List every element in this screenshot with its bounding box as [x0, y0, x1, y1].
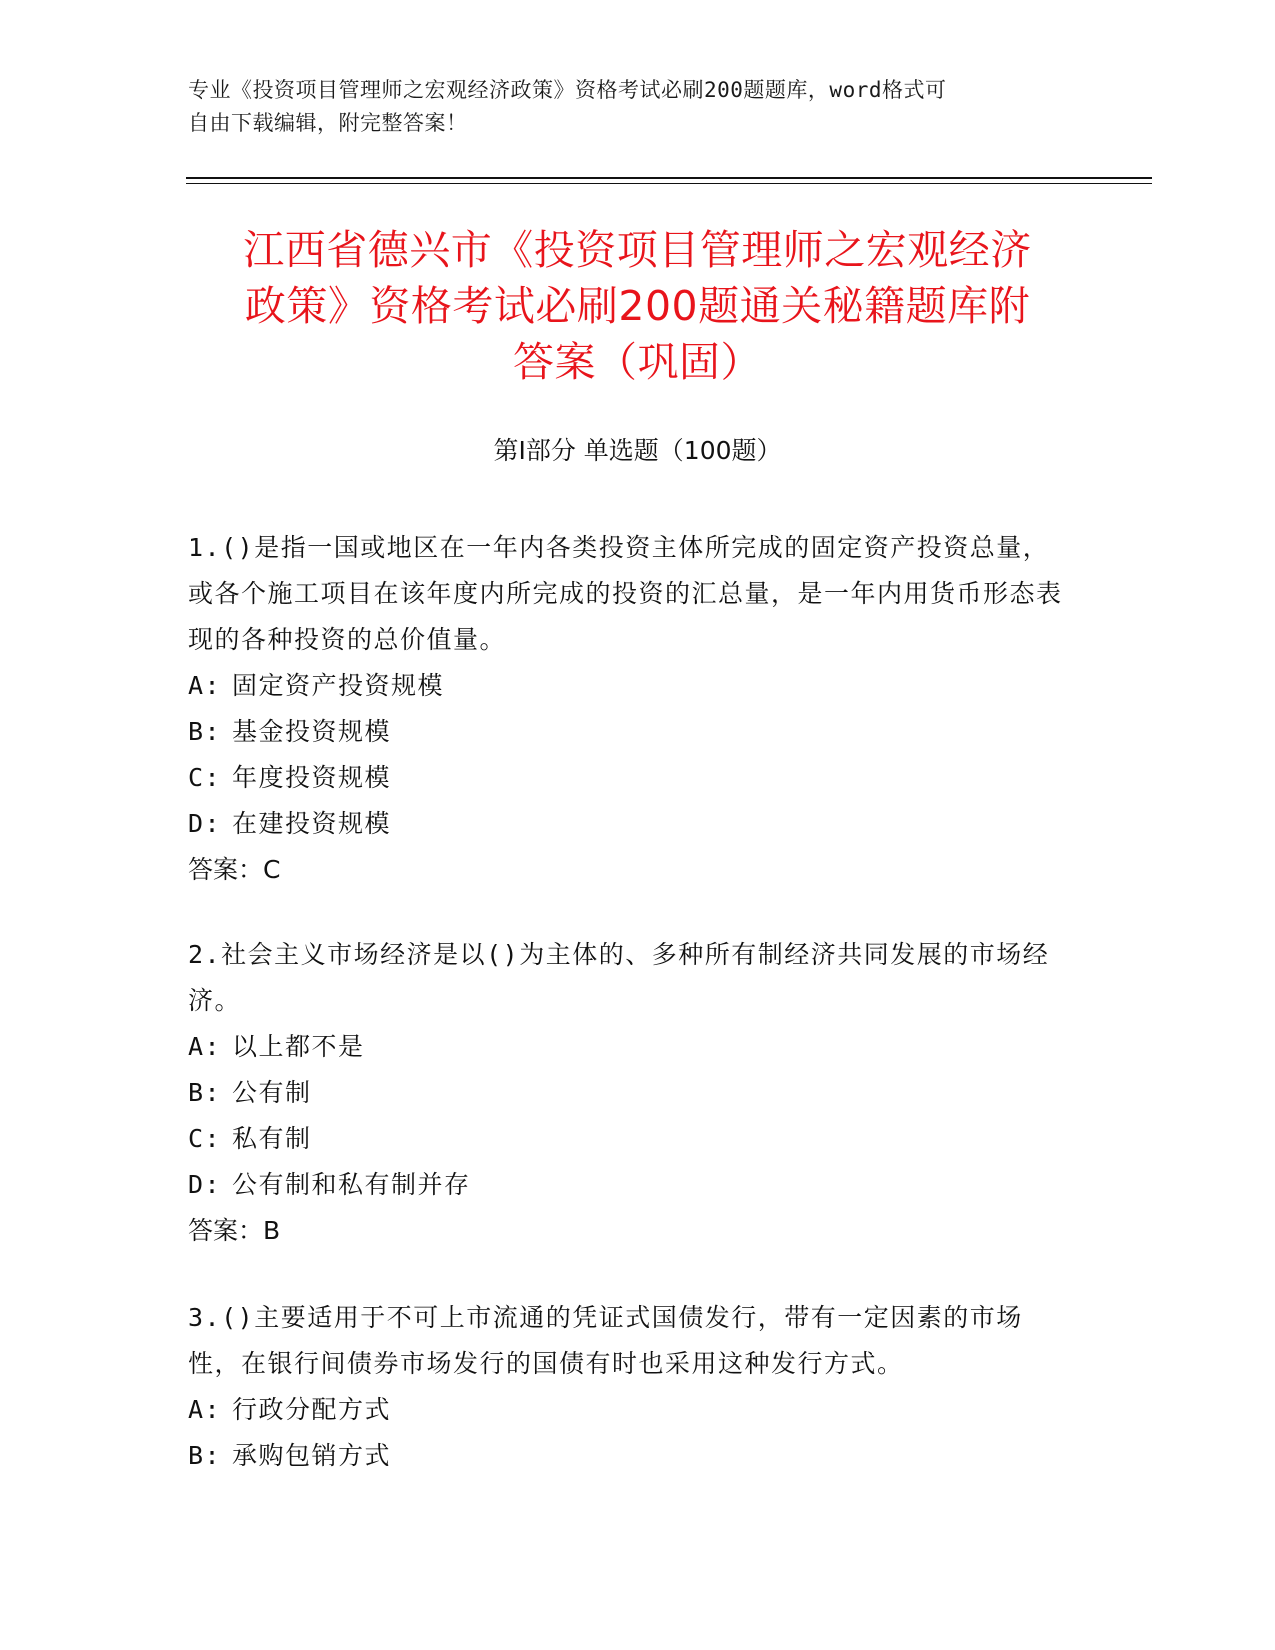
option-key: C: [188, 1124, 222, 1153]
option-a [188, 663, 1068, 709]
option-key: D: [188, 1170, 222, 1199]
document-title-line: 政策》资格考试必刷200题通关秘籍题库附 [244, 282, 1031, 330]
option-text: 行政分配方式 [232, 1395, 392, 1424]
question-stem: 2.社会主义市场经济是以()为主体的、多种所有制经济共同发展的市场经济。 [188, 940, 1050, 1015]
option-key: B: [188, 1078, 222, 1107]
option-key: A: [188, 1032, 222, 1061]
option-b [188, 1433, 1068, 1479]
option-c [188, 755, 1068, 801]
question-3 [188, 1295, 1068, 1479]
question-stem: 1.()是指一国或地区在一年内各类投资主体所完成的固定资产投资总量，或各个施工项目在该年度内所完成的投资的汇总量，是一年内用货币形态表现的各种投资的总价值量。 [188, 533, 1063, 654]
option-b [188, 1070, 1068, 1116]
question-1 [188, 525, 1068, 893]
option-d [188, 801, 1068, 847]
option-text: 固定资产投资规模 [232, 671, 445, 700]
option-key: B: [188, 1441, 222, 1470]
section-title: 第Ⅰ部分 单选题（100题） [493, 436, 782, 465]
option-key: A: [188, 1395, 222, 1424]
document-title [140, 222, 1135, 390]
option-c [188, 1116, 1068, 1162]
option-key: C: [188, 763, 222, 792]
header-note [188, 74, 1068, 140]
header-divider-thick [186, 177, 1152, 179]
header-note-line: 自由下载编辑，附完整答案！ [188, 111, 468, 135]
option-key: D: [188, 809, 222, 838]
option-text: 公有制和私有制并存 [232, 1170, 471, 1199]
header-divider-thin [186, 183, 1152, 184]
document-title-line: 江西省德兴市《投资项目管理师之宏观经济 [243, 226, 1032, 274]
option-d [188, 1162, 1068, 1208]
option-text: 私有制 [232, 1124, 312, 1153]
question-2 [188, 932, 1068, 1254]
option-text: 基金投资规模 [232, 717, 392, 746]
document-title-line: 答案（巩固） [513, 338, 762, 386]
question-stem: 3.()主要适用于不可上市流通的凭证式国债发行，带有一定因素的市场性，在银行间债券市场发行的国债有时也采用这种发行方式。 [188, 1303, 1023, 1378]
option-text: 在建投资规模 [232, 809, 392, 838]
header-note-line: 专业《投资项目管理师之宏观经济政策》资格考试必刷200题题库，word格式可 [188, 78, 947, 102]
option-text: 承购包销方式 [232, 1441, 392, 1470]
question-answer: 答案：B [188, 1216, 281, 1245]
option-a [188, 1024, 1068, 1070]
option-a [188, 1387, 1068, 1433]
option-text: 公有制 [232, 1078, 312, 1107]
question-answer: 答案：C [188, 855, 281, 884]
option-text: 年度投资规模 [232, 763, 392, 792]
option-key: A: [188, 671, 222, 700]
option-key: B: [188, 717, 222, 746]
option-b [188, 709, 1068, 755]
option-text: 以上都不是 [232, 1032, 365, 1061]
